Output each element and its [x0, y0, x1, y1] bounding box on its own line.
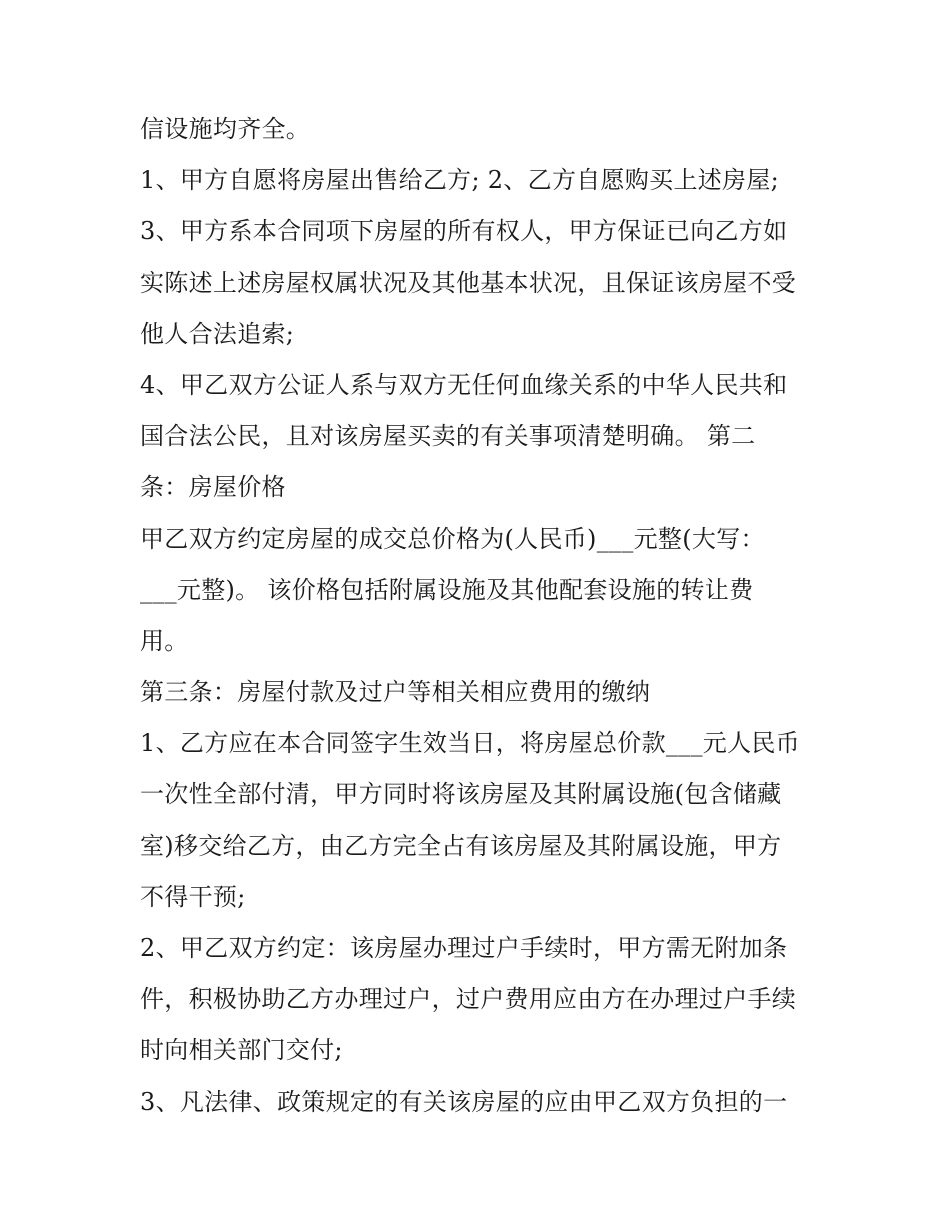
text-line: 他人合法追索; — [140, 319, 295, 348]
text-line: 室)移交给乙方，由乙方完全占有该房屋及其附属设施，甲方 — [140, 831, 782, 860]
text-line: 1、甲方自愿将房屋出售给乙方; 2、乙方自愿购买上述房屋; — [140, 166, 780, 195]
text-line: 用。 — [140, 626, 189, 655]
text-line: 甲乙双方约定房屋的成交总价格为(人民币)___元整(大写： — [140, 524, 765, 553]
text-line: 信设施均齐全。 — [140, 115, 311, 143]
text-line: 不得干预; — [140, 882, 246, 911]
text-line: 1、乙方应在本合同签字生效当日，将房屋总价款___元人民币 — [140, 729, 800, 758]
text-line: 一次性全部付清，甲方同时将该房屋及其附属设施(包含储藏 — [140, 780, 782, 809]
text-line: 2、甲乙双方约定：该房屋办理过户手续时，甲方需无附加条 — [140, 934, 788, 962]
text-line: 件，积极协助乙方办理过户，过户费用应由方在办理过户手续 — [140, 985, 797, 1014]
text-line: 国合法公民，且对该房屋买卖的有关事项清楚明确。 第二 — [140, 422, 756, 451]
text-line: 时向相关部门交付; — [140, 1036, 343, 1065]
document-body — [140, 104, 820, 1128]
text-line: 3、凡法律、政策规定的有关该房屋的应由甲乙双方负担的一 — [140, 1087, 788, 1116]
text-line: 3、甲方系本合同项下房屋的所有权人，甲方保证已向乙方如 — [140, 217, 788, 246]
text-line: 实陈述上述房屋权属状况及其他基本状况，且保证该房屋不受 — [140, 268, 797, 297]
text-line: 条：房屋价格 — [140, 473, 286, 502]
text-line: 4、甲乙双方公证人系与双方无任何血缘关系的中华人民共和 — [140, 370, 788, 399]
text-line: 第三条：房屋付款及过户等相关相应费用的缴纳 — [140, 678, 651, 707]
text-line: ___元整)。 该价格包括附属设施及其他配套设施的转让费 — [140, 575, 754, 604]
